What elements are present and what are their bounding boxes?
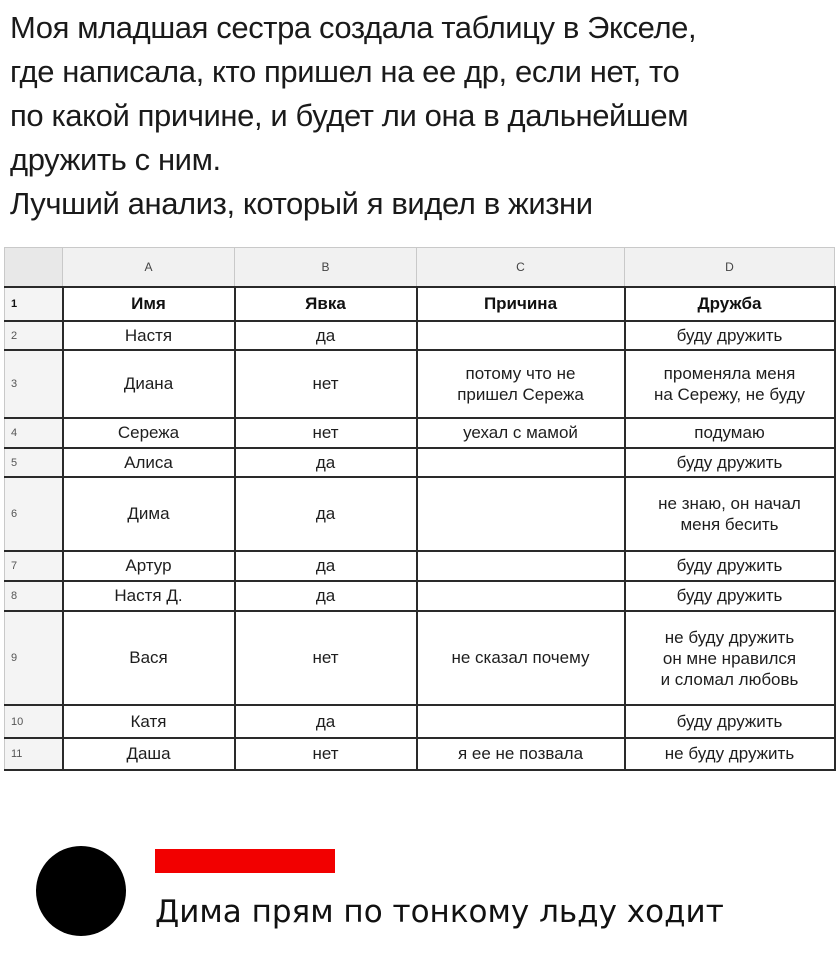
row-number[interactable]: 8 <box>5 581 63 611</box>
cell-header-reason[interactable]: Причина <box>417 287 625 321</box>
caption-line: где написала, кто пришел на ее др, если нет, то <box>10 54 680 89</box>
caption-line: Моя младшая сестра создала таблицу в Экселе, <box>10 10 697 45</box>
cell-attendance[interactable]: да <box>235 705 417 738</box>
row-number[interactable]: 3 <box>5 350 63 418</box>
cell-name[interactable]: Вася <box>63 611 235 705</box>
cell-attendance[interactable]: нет <box>235 611 417 705</box>
table-row <box>5 738 835 770</box>
cell-reason[interactable]: не сказал почему <box>417 611 625 705</box>
cell-friendship[interactable]: не буду дружить <box>625 738 835 770</box>
cell-friendship[interactable]: буду дружить <box>625 705 835 738</box>
row-number[interactable]: 5 <box>5 448 63 477</box>
cell-reason[interactable] <box>417 705 625 738</box>
row-number[interactable]: 10 <box>5 705 63 738</box>
cell-attendance[interactable]: нет <box>235 350 417 418</box>
cell-line: не буду дружить <box>664 627 795 647</box>
row-number[interactable]: 2 <box>5 321 63 350</box>
cell-friendship[interactable] <box>625 611 835 705</box>
table-row <box>5 350 835 418</box>
cell-attendance[interactable]: нет <box>235 738 417 770</box>
cell-friendship[interactable]: буду дружить <box>625 581 835 611</box>
cell-name[interactable]: Дима <box>63 477 235 551</box>
row-number[interactable]: 4 <box>5 418 63 448</box>
cell-reason[interactable] <box>417 350 625 418</box>
select-all-corner[interactable] <box>5 248 63 288</box>
comment-text: Дима прям по тонкому льду ходит <box>155 894 724 930</box>
cell-reason[interactable]: уехал с мамой <box>417 418 625 448</box>
column-header-b[interactable]: B <box>235 248 417 288</box>
caption-line: дружить с ним. <box>10 142 221 177</box>
caption-line: Лучший анализ, который я видел в жизни <box>10 186 593 221</box>
table-row <box>5 477 835 551</box>
row-number[interactable]: 1 <box>5 287 63 321</box>
cell-attendance[interactable]: да <box>235 448 417 477</box>
cell-reason[interactable] <box>417 477 625 551</box>
row-number[interactable]: 9 <box>5 611 63 705</box>
cell-line: на Сережу, не буду <box>653 385 806 404</box>
cell-name[interactable]: Настя <box>63 321 235 350</box>
cell-friendship[interactable]: подумаю <box>625 418 835 448</box>
cell-name[interactable]: Сережа <box>63 418 235 448</box>
cell-name[interactable]: Даша <box>63 738 235 770</box>
cell-reason[interactable] <box>417 551 625 581</box>
caption-line: по какой причине, и будет ли она в дальнейшем <box>10 98 689 133</box>
column-header-row <box>5 248 835 288</box>
table-row <box>5 321 835 350</box>
avatar[interactable] <box>36 846 126 936</box>
cell-line: и сломал любовь <box>660 669 799 689</box>
cell-line: пришел Сережа <box>457 385 584 404</box>
table-row <box>5 287 835 321</box>
spreadsheet-table <box>4 247 836 771</box>
cell-reason[interactable]: я ее не позвала <box>417 738 625 770</box>
table-row <box>5 705 835 738</box>
table-row <box>5 418 835 448</box>
column-header-d[interactable]: D <box>625 248 835 288</box>
row-number[interactable]: 11 <box>5 738 63 770</box>
cell-attendance[interactable]: нет <box>235 418 417 448</box>
cell-attendance[interactable]: да <box>235 551 417 581</box>
username-redaction-bar <box>155 849 335 873</box>
row-number[interactable]: 7 <box>5 551 63 581</box>
table-row <box>5 611 835 705</box>
cell-line: потому что не <box>465 364 576 383</box>
cell-name[interactable]: Настя Д. <box>63 581 235 611</box>
cell-friendship[interactable]: буду дружить <box>625 321 835 350</box>
cell-attendance[interactable]: да <box>235 477 417 551</box>
column-header-a[interactable]: A <box>63 248 235 288</box>
cell-attendance[interactable]: да <box>235 581 417 611</box>
cell-line: променяла меня <box>663 364 796 383</box>
column-header-c[interactable]: C <box>417 248 625 288</box>
cell-reason[interactable] <box>417 448 625 477</box>
cell-friendship[interactable]: буду дружить <box>625 448 835 477</box>
table-row <box>5 448 835 477</box>
cell-name[interactable]: Алиса <box>63 448 235 477</box>
row-number[interactable]: 6 <box>5 477 63 551</box>
cell-friendship[interactable] <box>625 350 835 418</box>
cell-line: не знаю, он начал <box>658 494 801 513</box>
table-row <box>5 581 835 611</box>
cell-line: меня бесить <box>680 515 779 534</box>
cell-name[interactable]: Катя <box>63 705 235 738</box>
cell-name[interactable]: Артур <box>63 551 235 581</box>
cell-reason[interactable] <box>417 581 625 611</box>
cell-friendship[interactable] <box>625 477 835 551</box>
cell-name[interactable]: Диана <box>63 350 235 418</box>
cell-header-attendance[interactable]: Явка <box>235 287 417 321</box>
table-row <box>5 551 835 581</box>
cell-reason[interactable] <box>417 321 625 350</box>
cell-header-friendship[interactable]: Дружба <box>625 287 835 321</box>
cell-header-name[interactable]: Имя <box>63 287 235 321</box>
cell-friendship[interactable]: буду дружить <box>625 551 835 581</box>
cell-attendance[interactable]: да <box>235 321 417 350</box>
cell-line: он мне нравился <box>662 648 797 668</box>
meme-caption <box>10 6 830 226</box>
